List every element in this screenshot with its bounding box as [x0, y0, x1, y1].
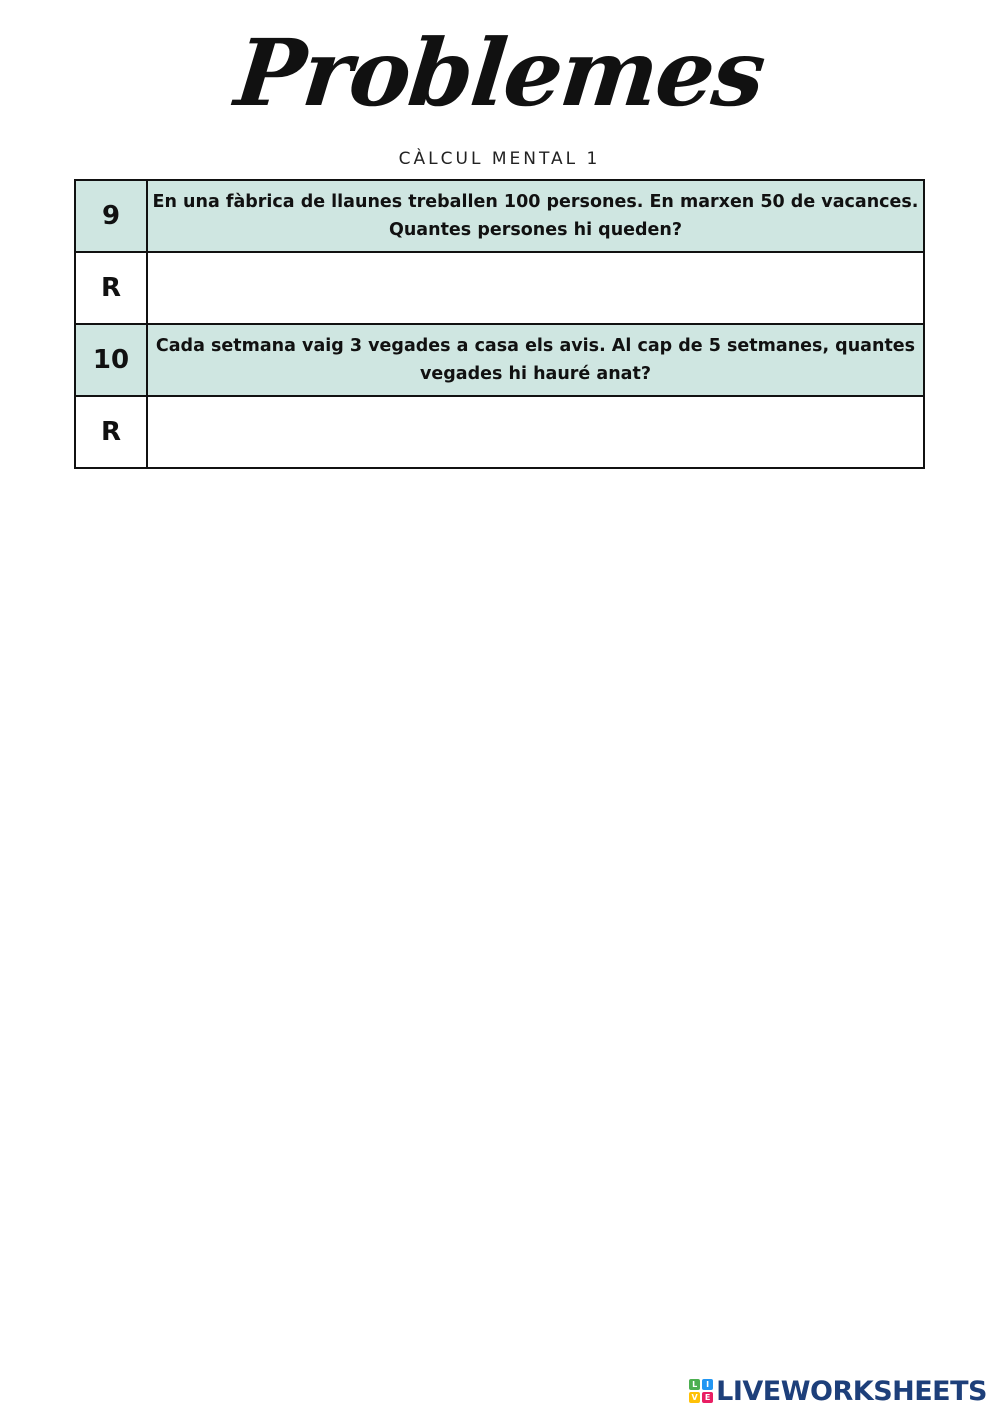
- answer-label: R: [75, 396, 147, 468]
- problems-table: [74, 179, 925, 469]
- question-number: 9: [75, 180, 147, 252]
- liveworksheets-logo-icon: [689, 1379, 713, 1403]
- liveworksheets-logo: [689, 1374, 987, 1408]
- logo-letter: E: [702, 1392, 713, 1403]
- answer-row-9: [75, 252, 924, 324]
- logo-letter: V: [689, 1392, 700, 1403]
- question-row-9: [75, 180, 924, 252]
- logo-letter: I: [702, 1379, 713, 1390]
- answer-cell: [147, 396, 924, 468]
- question-row-10: [75, 324, 924, 396]
- question-text: En una fàbrica de llaunes treballen 100 persones. En marxen 50 de vacances. Quantes persones hi queden?: [147, 180, 924, 252]
- logo-letter: L: [689, 1379, 700, 1390]
- answer-input-9[interactable]: [148, 255, 923, 321]
- answer-cell: [147, 252, 924, 324]
- page-title: Problemes: [230, 19, 769, 127]
- answer-input-10[interactable]: [148, 399, 923, 465]
- question-text: Cada setmana vaig 3 vegades a casa els avis. Al cap de 5 setmanes, quantes vegades hi hauré anat?: [147, 324, 924, 396]
- answer-row-10: [75, 396, 924, 468]
- question-number: 10: [75, 324, 147, 396]
- page-subtitle: CÀLCUL MENTAL 1: [398, 149, 601, 169]
- brand-name: LIVEWORKSHEETS: [716, 1375, 987, 1407]
- answer-label: R: [75, 252, 147, 324]
